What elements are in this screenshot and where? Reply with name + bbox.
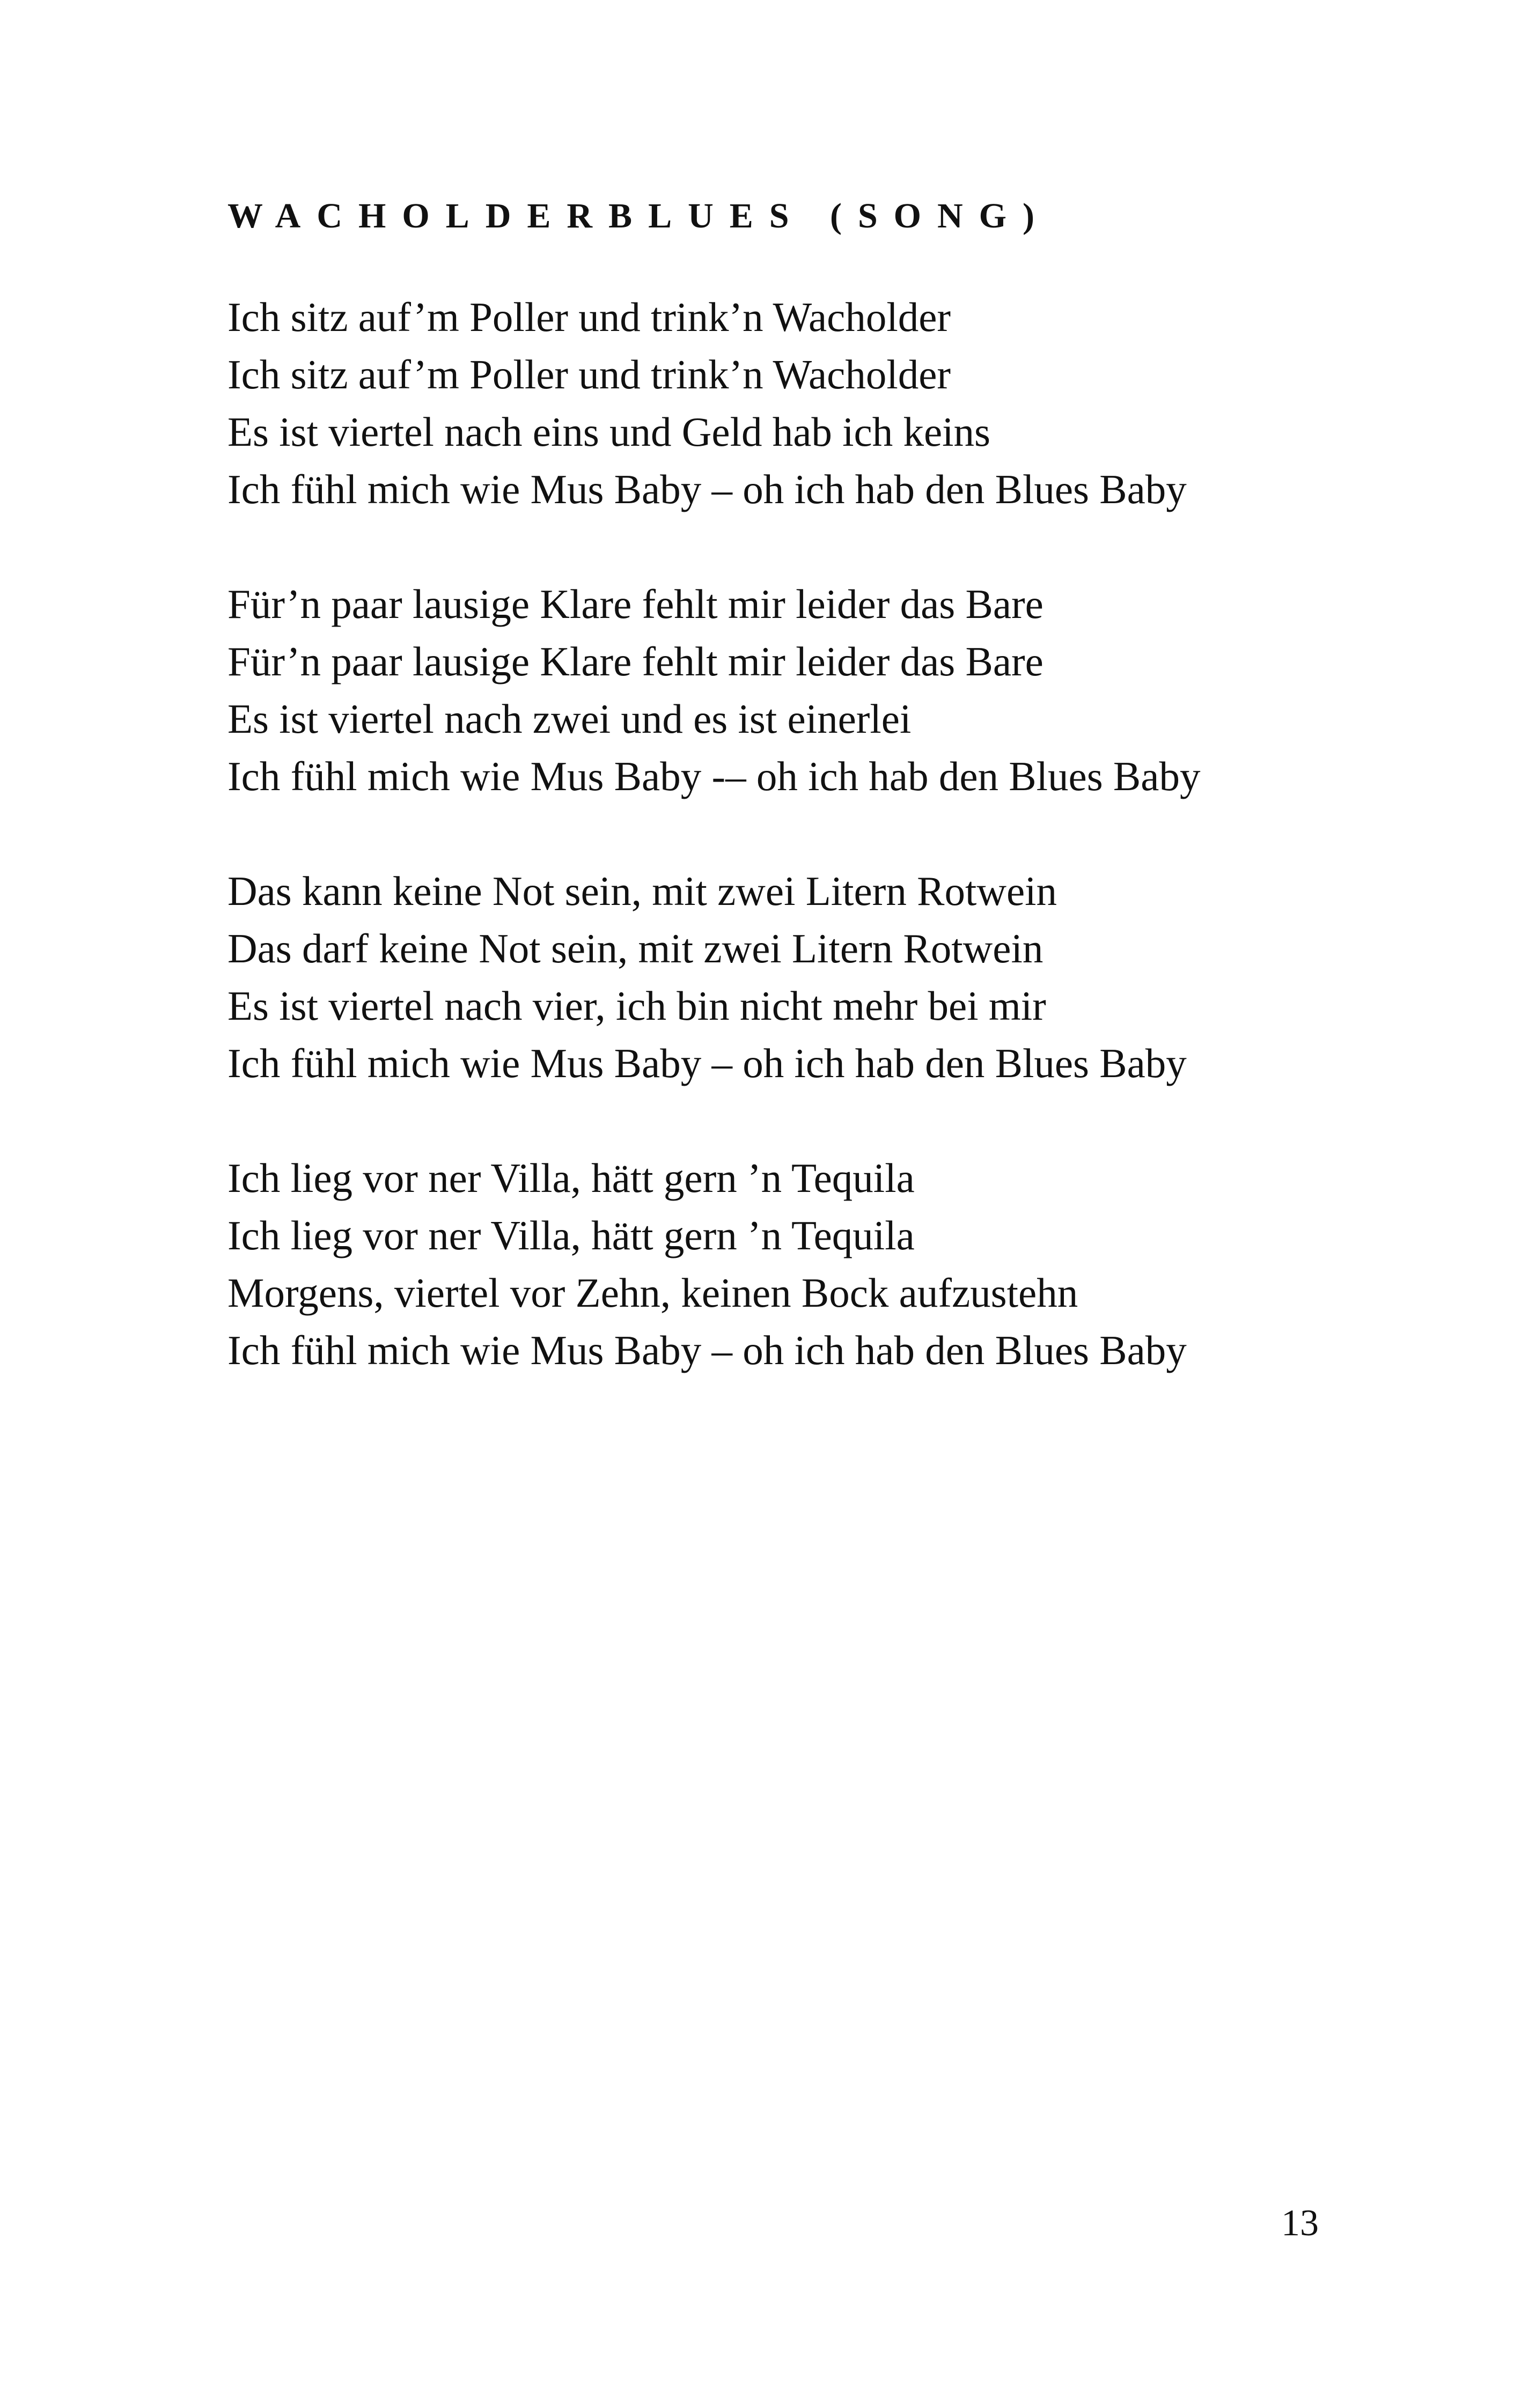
poem-line: Ich lieg vor ner Villa, hätt gern ’n Tequila [227, 1212, 915, 1258]
poem-line: Es ist viertel nach zwei und es ist einerlei [227, 696, 912, 742]
poem-line: Ich sitz auf’m Poller und trink’n Wacholder [227, 351, 951, 397]
poem-line: Es ist viertel nach vier, ich bin nicht mehr bei mir [227, 983, 1046, 1029]
poem-line: Es ist viertel nach eins und Geld hab ich keins [227, 409, 991, 455]
poem-line: Ich fühl mich wie Mus Baby – oh ich hab den Blues Baby [227, 1040, 1187, 1086]
stanza-3 [227, 863, 1354, 1092]
stanza-2 [227, 576, 1354, 805]
poem-line: Morgens, viertel vor Zehn, keinen Bock aufzustehn [227, 1270, 1078, 1316]
poem-line: Ich fühl mich wie Mus Baby -– oh ich hab den Blues Baby [227, 753, 1201, 799]
poem-line: Ich lieg vor ner Villa, hätt gern ’n Tequila [227, 1155, 915, 1201]
poem-line: Das kann keine Not sein, mit zwei Litern Rotwein [227, 868, 1057, 914]
poem-body [227, 289, 1354, 1437]
stanza-1 [227, 289, 1354, 518]
poem-line: Ich fühl mich wie Mus Baby – oh ich hab den Blues Baby [227, 466, 1187, 512]
stanza-4 [227, 1150, 1354, 1379]
poem-line: Für’n paar lausige Klare fehlt mir leider das Bare [227, 638, 1044, 684]
poem-line: Ich fühl mich wie Mus Baby – oh ich hab den Blues Baby [227, 1327, 1187, 1373]
page-number: 13 [1281, 2203, 1319, 2244]
poem-title: WACHOLDERBLUES (SONG) [227, 196, 1050, 235]
poem-line: Für’n paar lausige Klare fehlt mir leider das Bare [227, 581, 1044, 627]
poem-line: Ich sitz auf’m Poller und trink’n Wacholder [227, 294, 951, 340]
poem-line: Das darf keine Not sein, mit zwei Litern Rotwein [227, 925, 1044, 971]
